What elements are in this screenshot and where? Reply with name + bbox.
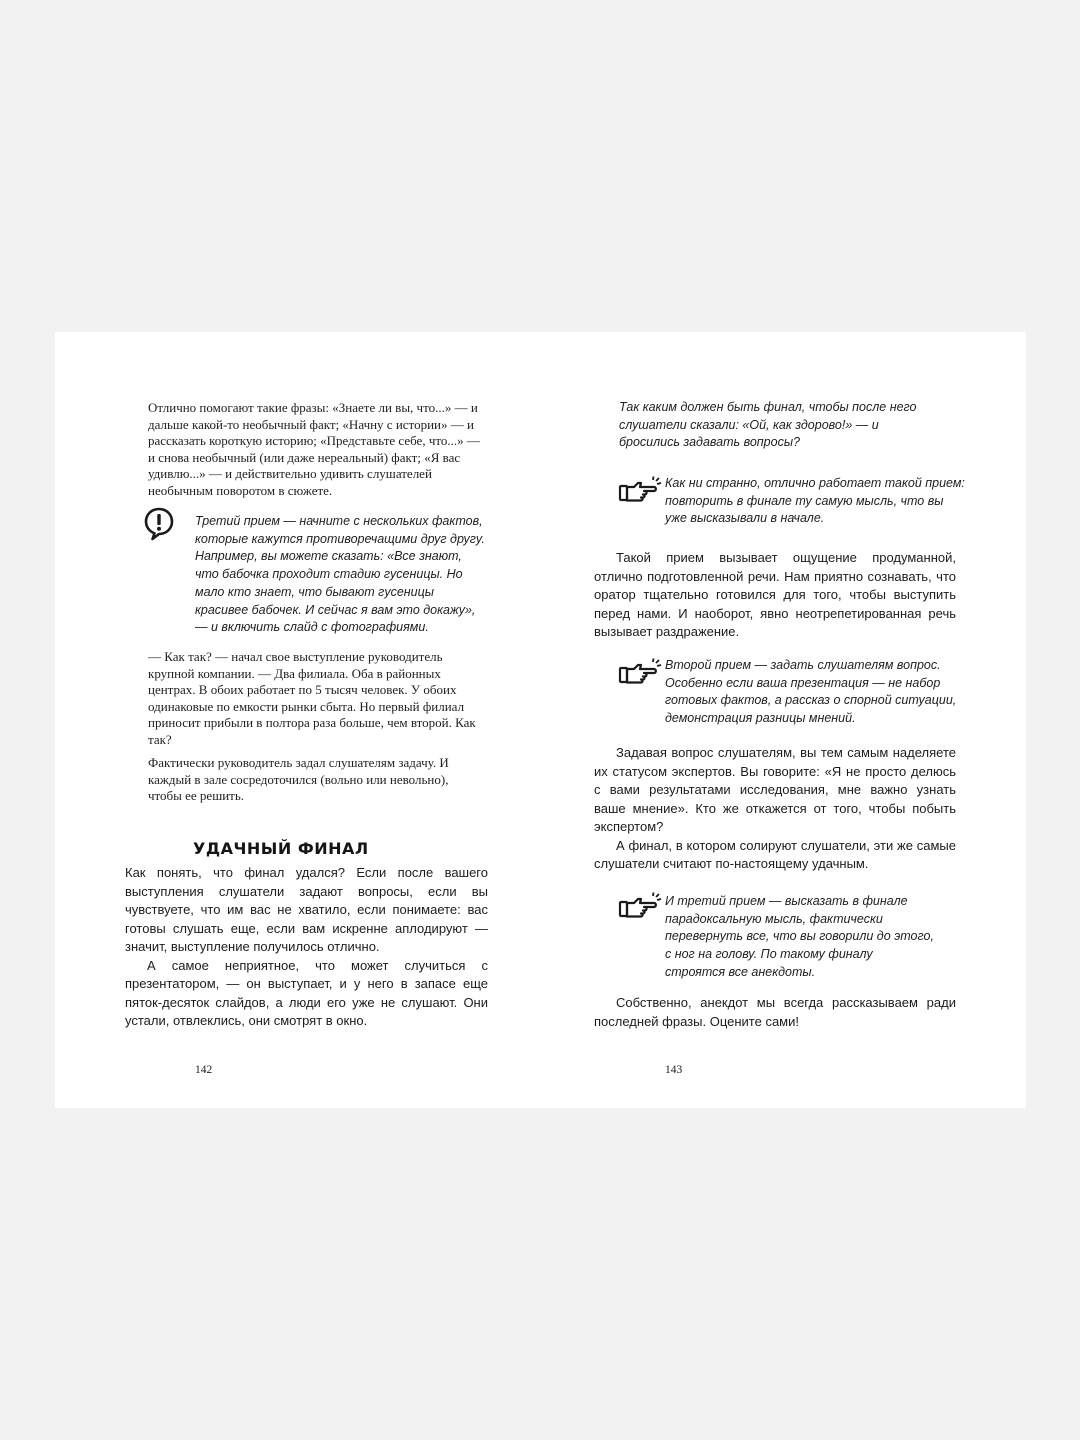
pointing-hand-icon [618,892,662,920]
callout-third-technique-final: И третий прием — высказать в финале парадоксальную мысль, фактически перевернуть все, что вы говорили до этого, с ног на голову. По такому финалу строятся все анекдоты. [665,894,934,979]
section-heading: УДАЧНЫЙ ФИНАЛ [193,839,369,858]
right-page [541,332,1026,1108]
right-body-paragraph-2: Задавая вопрос слушателям, вы тем самым наделяете их статусом экспертов. Вы говорите: «Я не просто делюсь с вами результатами исследования, мне важно узнать ваше мнение». Кто же откажется от того, чтобы побыть экспертом? [594,745,956,834]
callout-first-technique: Как ни странно, отлично работает такой прием: повторить в финале ту самую мысль, что вы уже высказывали в начале. [665,476,965,526]
page-number-right: 143 [665,1064,683,1076]
story-paragraph-text: — Как так? — начал свое выступление руководитель крупной компании. — Два филиала. Оба в районных центрах. В обоих работает по 5 тысяч человек. У обоих одинаковые по емкости рынки сбыта. Но первый филиал приносит прибыли в полтора раза больше, чем второй. Как так? [148,649,476,747]
body-paragraph-after-callout-1 [594,549,956,642]
body-paragraph-1: Как понять, что финал удался? Если после вашего выступления слушатели задают вопросы, если вы чувствуете, что им вас не хватило, если понимаете: вас готовы слушать еще, если вам искренне аплодируют — значит, выступление получилось отлично. [125,865,488,954]
conclusion-paragraph-text: Фактически руководитель задал слушателям задачу. И каждый в зале сосредоточился (вольно или невольно), чтобы ее решить. [148,755,449,804]
body-paragraph-2: А самое неприятное, что может случиться с презентатором, — он выступает, и у него в запасе еще пяток-десяток слайдов, а люди его уже не слушают. Они устали, отвлеклись, они смотрят в окно. [125,957,488,1028]
intro-paragraph-text: Отлично помогают такие фразы: «Знаете ли вы, что...» — и дальше какой-то необычный факт; «Начну с истории» — и рассказать короткую историю; «Представьте себе, что...» — и снова необычный (или даже нереальный) факт; «Я вас удивлю...» — и действительно удивить слушателей необычным поворотом в сюжете. [148,400,480,498]
exclamation-speech-bubble-icon [144,507,174,541]
body-paragraphs-after-callout-2 [594,744,956,874]
right-body-paragraph-3: А финал, в котором солируют слушатели, эти же самые слушатели считают по-настоящему удачным. [594,837,956,871]
right-body-paragraph-1: Такой прием вызывает ощущение продуманной, отлично подготовленной речи. Нам приятно сознавать, что оратор тщательно готовился для того, чтобы выступить перед нами. И наоборот, явно неотрепетированная речь вызывает раздражение. [594,550,956,639]
intro-question: Так каким должен быть финал, чтобы после него слушатели сказали: «Ой, как здорово!» — и бросились задавать вопросы? [619,400,917,450]
right-body-paragraph-4: Собственно, анекдот мы всегда рассказываем ради последней фразы. Оцените сами! [594,995,956,1029]
story-paragraph [148,649,483,749]
conclusion-paragraph [148,755,483,805]
page-number-left: 142 [195,1064,213,1076]
section-body [125,864,488,1031]
pointing-hand-icon [618,476,662,504]
book-spread [55,332,1026,1108]
left-page [55,332,541,1108]
callout-third-technique: Третий прием — начните с нескольких фактов, которые кажутся противоречащими друг другу. Например, вы можете сказать: «Все знают, что бабочка проходит стадию гусеницы. Но мало кто знает, что бывают гусеницы красивее бабочек. И сейчас я вам это докажу», — и включить слайд с фотографиями. [195,514,485,635]
body-paragraph-final [594,994,956,1031]
intro-paragraph [148,400,483,500]
callout-second-technique: Второй прием — задать слушателям вопрос. Особенно если ваша презентация — не набор готовых фактов, а рассказ о спорной ситуации, демонстрация разницы мнений. [665,658,957,726]
pointing-hand-icon [618,658,662,686]
